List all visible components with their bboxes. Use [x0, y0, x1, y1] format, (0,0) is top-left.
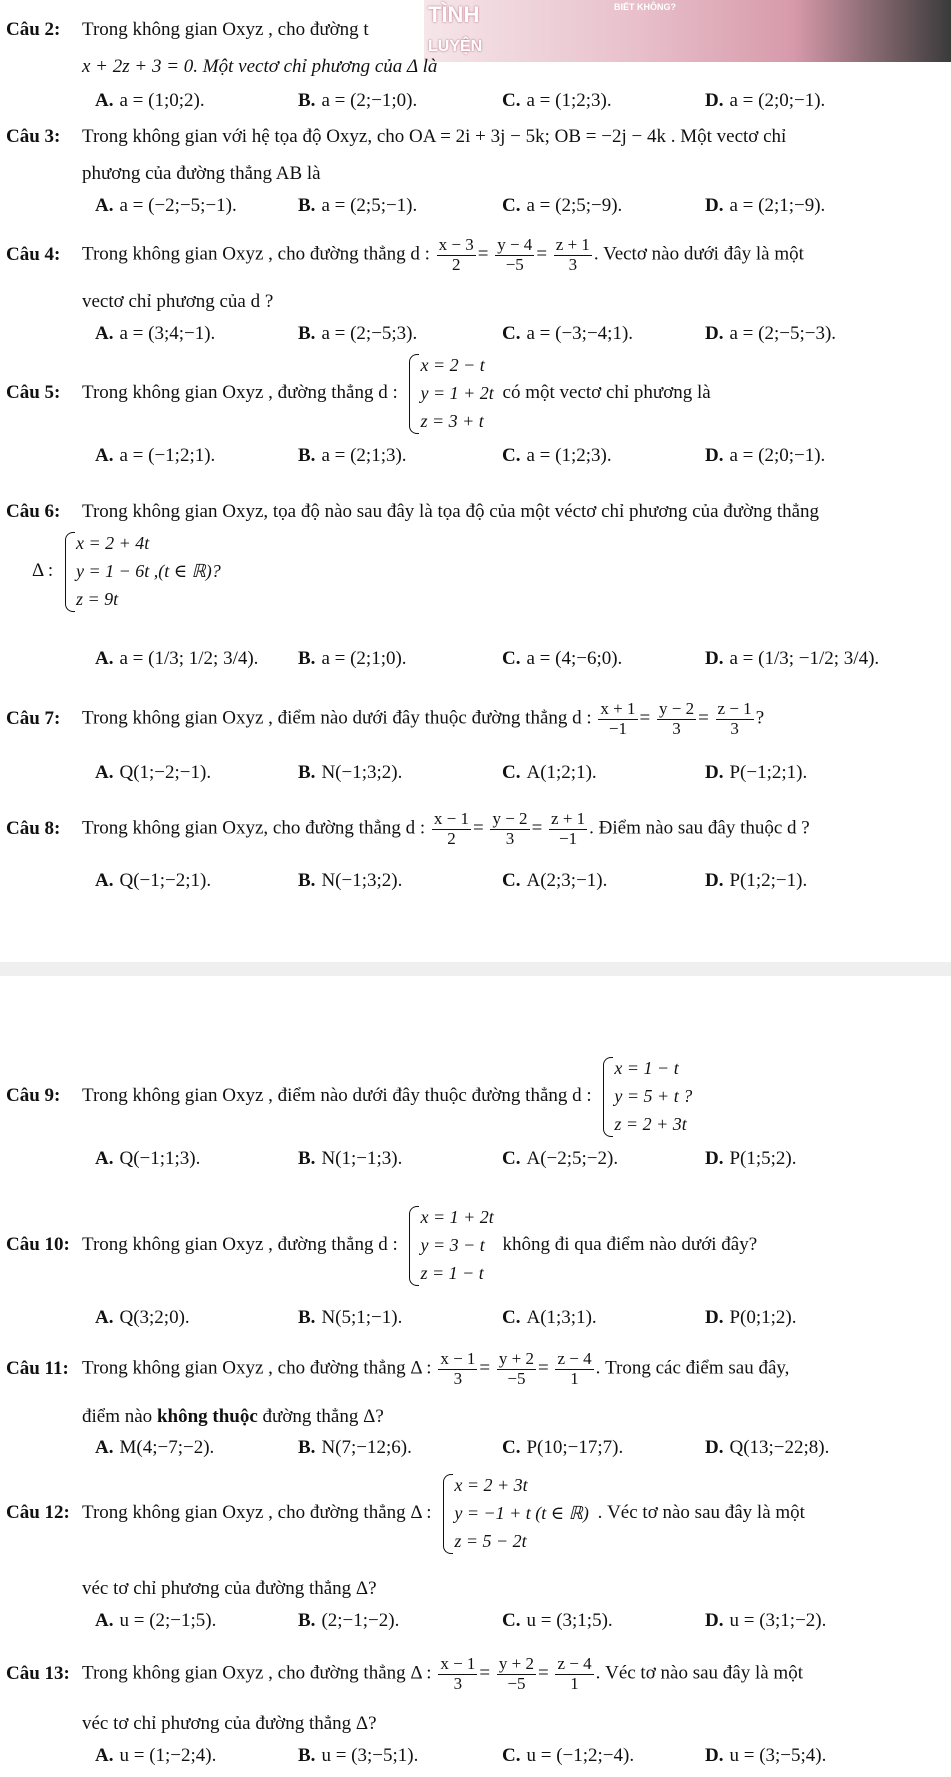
- fraction-y: $\frac{y - 4}{-5}$: [497, 235, 533, 274]
- question-3-line-2: phương của đường thẳng AB là: [82, 163, 321, 184]
- question-9: [6, 1055, 696, 1139]
- option-b[interactable]: B. N(5;1;−1).: [298, 1307, 403, 1328]
- option-d[interactable]: D. Q(13;−22;8).: [705, 1437, 830, 1458]
- option-a[interactable]: A. Q(−1;−2;1).: [95, 870, 212, 891]
- question-text: Trong không gian Oxyz , cho đường thẳng d :: [82, 243, 430, 265]
- fraction-x: $\frac{x - 3}{2}$: [438, 235, 474, 274]
- question-7: Câu 7: Trong không gian Oxyz , điểm nào dưới đây thuộc đường thẳng d : $\frac{x + 1}{-1}$ = $\frac{y - 2}{3}$ = $\frac{z - 1}{3}$ ?: [6, 699, 765, 738]
- option-b[interactable]: B. a = (2;1;3).: [298, 445, 407, 466]
- question-6: [6, 500, 819, 524]
- question-2: [6, 18, 369, 42]
- option-c[interactable]: C. a = (4;−6;0).: [502, 648, 623, 669]
- question-10: Câu 10: Trong không gian Oxyz , đường thẳng d : x = 1 + 2t y = 3 − t z = 1 − t không đi qua điểm nào dưới đây?: [6, 1204, 757, 1288]
- question-12: Câu 12: Trong không gian Oxyz , cho đường thẳng Δ : x = 2 + 3t y = −1 + t (t ∈ ℝ) z = 5 − 2t . Véc tơ nào sau đây là một: [6, 1472, 805, 1556]
- option-c[interactable]: C. A(−2;5;−2).: [502, 1148, 619, 1169]
- question-number: Câu 13:: [6, 1662, 70, 1684]
- option-d[interactable]: D. a = (2;0;−1).: [705, 90, 826, 111]
- equation-system: x = 1 − t y = 5 + t ? z = 2 + 3t: [600, 1055, 692, 1139]
- option-d[interactable]: D. P(1;5;2).: [705, 1148, 797, 1169]
- option-b[interactable]: B. a = (2;−5;3).: [298, 323, 418, 344]
- option-b[interactable]: B. a = (2;5;−1).: [298, 195, 418, 216]
- option-d[interactable]: D. P(−1;2;1).: [705, 762, 808, 783]
- option-b[interactable]: B. u = (3;−5;1).: [298, 1745, 419, 1766]
- question-4-line-2: vectơ chỉ phương của d ?: [82, 291, 274, 312]
- option-a[interactable]: A. a = (3;4;−1).: [95, 323, 216, 344]
- option-c[interactable]: C. a = (1;2;3).: [502, 445, 612, 466]
- banner-word-3: LUYỆN: [428, 38, 483, 55]
- option-b[interactable]: B. N(−1;3;2).: [298, 762, 403, 783]
- question-6-system: Δ : x = 2 + 4t y = 1 − 6t ,(t ∈ ℝ)? z = 9t: [32, 530, 225, 614]
- option-a[interactable]: A. a = (−2;−5;−1).: [95, 195, 237, 216]
- question-text: Trong không gian Oxyz, tọa độ nào sau đây là tọa độ của một véctơ chỉ phương của đường thẳng: [82, 501, 820, 522]
- option-c[interactable]: C. A(1;3;1).: [502, 1307, 597, 1328]
- question-text: Trong không gian Oxyz , cho đường thẳng Δ :: [82, 1357, 432, 1379]
- option-c[interactable]: C. P(10;−17;7).: [502, 1437, 624, 1458]
- option-c[interactable]: C. u = (3;1;5).: [502, 1610, 613, 1631]
- option-c[interactable]: C. A(2;3;−1).: [502, 870, 608, 891]
- option-b[interactable]: B. (2;−1;−2).: [298, 1610, 400, 1631]
- question-number: Câu 5:: [6, 382, 61, 404]
- option-b[interactable]: B. a = (2;−1;0).: [298, 90, 418, 111]
- option-b[interactable]: B. N(−1;3;2).: [298, 870, 403, 891]
- question-text: Trong không gian Oxyz , đường thẳng d :: [82, 382, 398, 404]
- question-number: Câu 4:: [6, 243, 61, 265]
- banner-word-2: BIẾT KHÔNG?: [614, 2, 676, 12]
- question-13: Câu 13: Trong không gian Oxyz , cho đường thẳng Δ : $\frac{x - 1}{3}$ = $\frac{y + 2}{-5}$ = $\frac{z - 4}{1}$ . Véc tơ nào sau đây là một: [6, 1654, 803, 1693]
- option-d[interactable]: D. a = (2;1;−9).: [705, 195, 826, 216]
- question-8: Câu 8: Trong không gian Oxyz, cho đường thẳng d : $\frac{x - 1}{2}$ = $\frac{y - 2}{3}$ = $\frac{z + 1}{-1}$ . Điểm nào sau đây thuộc d ?: [6, 809, 810, 848]
- option-b[interactable]: B. N(7;−12;6).: [298, 1437, 412, 1458]
- option-d[interactable]: D. a = (2;−5;−3).: [705, 323, 837, 344]
- page-divider: [0, 962, 951, 976]
- option-c[interactable]: C. u = (−1;2;−4).: [502, 1745, 635, 1766]
- question-number: Câu 3:: [6, 126, 61, 147]
- question-13-line-2: véc tơ chỉ phương của đường thẳng Δ?: [82, 1713, 377, 1734]
- option-d[interactable]: D. a = (2;0;−1).: [705, 445, 826, 466]
- question-text: Trong không gian Oxyz , đường thẳng d :: [82, 1234, 398, 1256]
- question-number: Câu 10:: [6, 1234, 70, 1256]
- option-d[interactable]: D. u = (3;1;−2).: [705, 1610, 827, 1631]
- question-number: Câu 11:: [6, 1357, 69, 1379]
- banner-word-1: TÌNH: [428, 2, 480, 27]
- question-12-line-2: véc tơ chỉ phương của đường thẳng Δ?: [82, 1578, 377, 1599]
- equation-system: x = 2 + 4t y = 1 − 6t ,(t ∈ ℝ)? z = 9t: [62, 530, 221, 614]
- option-a[interactable]: A. Q(3;2;0).: [95, 1307, 190, 1328]
- question-text: Trong không gian Oxyz , điểm nào dưới đây thuộc đường thẳng d :: [82, 707, 592, 729]
- question-2-line-2: x + 2z + 3 = 0. Một vectơ chỉ phương của Δ là: [82, 56, 438, 77]
- question-number: Câu 8:: [6, 817, 61, 839]
- option-a[interactable]: A. Q(1;−2;−1).: [95, 762, 212, 783]
- option-c[interactable]: C. a = (1;2;3).: [502, 90, 612, 111]
- equation-system: x = 2 + 3t y = −1 + t (t ∈ ℝ) z = 5 − 2t: [440, 1472, 589, 1556]
- option-b[interactable]: B. a = (2;1;0).: [298, 648, 407, 669]
- option-a[interactable]: A. a = (−1;2;1).: [95, 445, 216, 466]
- option-d[interactable]: D. P(1;2;−1).: [705, 870, 808, 891]
- equation-system: x = 2 − t y = 1 + 2t z = 3 + t: [406, 352, 493, 436]
- question-text: Trong không gian Oxyz , cho đường thẳng Δ :: [82, 1662, 432, 1684]
- question-number: Câu 12:: [6, 1502, 70, 1524]
- option-a[interactable]: A. a = (1/3; 1/2; 3/4).: [95, 648, 259, 669]
- header-banner-image: [424, 0, 951, 62]
- question-number: Câu 9:: [6, 1085, 61, 1107]
- option-d[interactable]: D. a = (1/3; −1/2; 3/4).: [705, 648, 880, 669]
- option-a[interactable]: A. Q(−1;1;3).: [95, 1148, 201, 1169]
- option-c[interactable]: C. A(1;2;1).: [502, 762, 597, 783]
- fraction-z: $\frac{z + 1}{3}$: [555, 235, 590, 274]
- equation-system: x = 1 + 2t y = 3 − t z = 1 − t: [406, 1204, 493, 1288]
- option-a[interactable]: A. u = (2;−1;5).: [95, 1610, 217, 1631]
- question-4: Câu 4: Trong không gian Oxyz , cho đường thẳng d : $\frac{x - 3}{2}$ = $\frac{y - 4}{-5}$ = $\frac{z + 1}{3}$ . Vectơ nào dưới đây là một: [6, 235, 804, 274]
- option-d[interactable]: D. u = (3;−5;4).: [705, 1745, 827, 1766]
- option-b[interactable]: B. N(1;−1;3).: [298, 1148, 403, 1169]
- option-a[interactable]: A. u = (1;−2;4).: [95, 1745, 217, 1766]
- question-text: Trong không gian với hệ tọa độ Oxyz, cho OA = 2i + 3j − 5k; OB = −2j − 4k . Một vectơ chỉ: [82, 126, 787, 147]
- question-number: Câu 2:: [6, 19, 61, 40]
- question-11-line-2: điểm nào không thuộc đường thẳng Δ?: [82, 1406, 384, 1427]
- question-number: Câu 6:: [6, 501, 61, 522]
- option-c[interactable]: C. a = (2;5;−9).: [502, 195, 623, 216]
- question-11: Câu 11: Trong không gian Oxyz , cho đường thẳng Δ : $\frac{x - 1}{3}$ = $\frac{y + 2}{-5}$ = $\frac{z - 4}{1}$ . Trong các điểm sau đây,: [6, 1349, 790, 1388]
- question-number: Câu 7:: [6, 707, 61, 729]
- question-text: Trong không gian Oxyz , điểm nào dưới đây thuộc đường thẳng d :: [82, 1085, 592, 1107]
- question-3: [6, 125, 786, 149]
- option-d[interactable]: D. P(0;1;2).: [705, 1307, 797, 1328]
- option-c[interactable]: C. a = (−3;−4;1).: [502, 323, 634, 344]
- question-text: Trong không gian Oxyz , cho đường t: [82, 19, 369, 40]
- question-5: Câu 5: Trong không gian Oxyz , đường thẳng d : x = 2 − t y = 1 + 2t z = 3 + t có một vectơ chỉ phương là: [6, 352, 711, 436]
- question-text: Trong không gian Oxyz, cho đường thẳng d :: [82, 817, 426, 839]
- option-a[interactable]: A. M(4;−7;−2).: [95, 1437, 215, 1458]
- question-text: Trong không gian Oxyz , cho đường thẳng Δ :: [82, 1502, 432, 1524]
- option-a[interactable]: A. a = (1;0;2).: [95, 90, 205, 111]
